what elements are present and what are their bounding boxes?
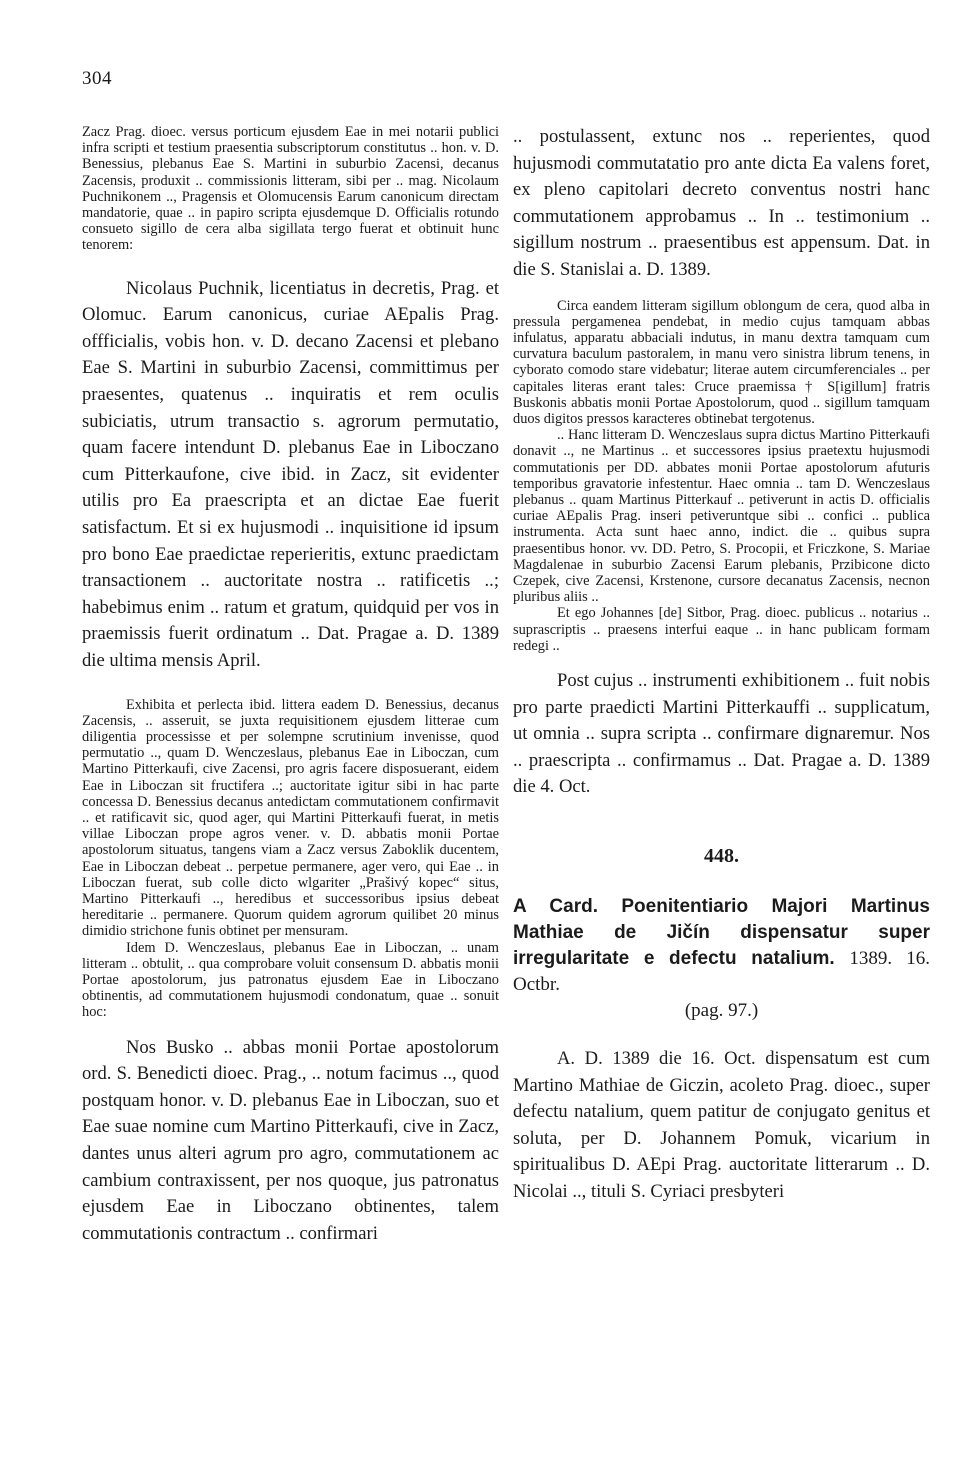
idem-paragraph: Idem D. Wenczeslaus, plebanus Eae in Liboczan, .. unam litteram .. obtulit, .. qua comprobare voluit consensum D. abbatis monii Portae apostolorum, jus patronatus ejusdem Eae in Liboczano obtinentis, ad commutationem hujusmodi condonatum, quae .. sonuit hoc: bbox=[82, 939, 499, 1021]
hanc-paragraph: .. Hanc litteram D. Wenczeslaus supra dictus Martino Pitterkaufi donavit .., ne Martinus .. et successores ipsius praetextu hujusmodi commutationis per DD. abbates monii Portae apostolorum afuturis temporibus gravatorie infestentur. Haec omnia .. tam D. Wenczeslaus plebanus .. quam Martinus Pitterkauf .. petiverunt in actis D. officialis curiae AEpalis Prag. inseri petiveruntque sibi .. confici .. publica instrumenta. Acta sunt haec anno, indict. die .. quibus supra praesentibus honor. vv. DD. Petro, S. Procopii, et Friczkone, S. Mariae Magdalenae in suburbio Zacensi Earum plebanis, Przibicone dicto Czepek, cive Zacensi, Krstenone, cursore decanatus Zacensis, necnon pluribus aliis .. bbox=[513, 427, 930, 606]
page-number: 304 bbox=[82, 68, 112, 89]
heading-title: A Card. Poenitentiario Majori Martinus Mathiae de Jičín dispensatur super irregularitate e defectu natalium. bbox=[513, 896, 930, 969]
busko-letter-continuation: .. postulassent, extunc nos .. reperientes, quod hujusmodi commutatatio pro ante dicta Ea valens foret, ex pleno capitolari decreto conventus nostri hanc commutationem approbamus .. In .. testimonium .. sigillum nostrum .. praesentibus est appensum. Dat. in die S. Stanislai a. D. 1389. bbox=[513, 126, 930, 280]
exhibita-paragraph: Exhibita et perlecta ibid. littera eadem D. Benessius, decanus Zacensis, .. asseruit, se juxta requisitionem ejusdem litterae cum diligentia processisse et per solempne scrutinium invenisse, quod permutatio .., quam D. Wenczeslaus, plebanus Eae in Liboczan, cum Martino Pitterkaufi, cive Zacensi, pro agris facere disposuerant, eidem Eae in Liboczan sit fructifera ..; auctoritate igitur sibi in hac parte concessa D. Benessius decanus antedictam commutationem confirmavit .. et ratificavit sic, quod ager, qui Martini Pitterkaufi fuerat, in metis villae Liboczan prope agros vener. v. D. abbatis monii Portae apostolorum situatus, tangens viam a Zacz versus Zaboklik ducentem, Eae in Liboczan debeat .. perpetue permanere, ager vero, qui Eae .. in Liboczan fuerat, sub colle dicto wlgariter „Prašivý kopec“ situs, Martino Pitterkaufi .., heredibus et successoribus ipsius debeat hereditarie .. permanere. Quorum quidem agrorum quilibet 20 minus dimidio strichone funis obtinet per mensuram. bbox=[82, 696, 499, 940]
heading-date: 1389. 16. Octbr. bbox=[513, 948, 931, 995]
dispensation-body: A. D. 1389 die 16. Oct. dispensatum est cum Martino Mathiae de Giczin, acoleto Prag. dioec., super defectu natalium, quem patitur de conjugato genitus et soluta, per D. Johannem Pomuk, vicarium in spiritualibus D. AEpi Prag. auctoritate litterarum .. D. Nicolai .., tituli S. Cyriaci presbyteri bbox=[513, 1048, 930, 1202]
commission-letter: Nicolaus Puchnik, licentiatus in decretis, Prag. et Olomuc. Earum canonicus, curiae AEpalis Prag. offficialis, vobis hon. v. D. decano Zacensi et plebano Eae S. Martini in suburbio Zacensi, committimus per praesentes, quatenus .. inquiratis et rem oculis subiciatis, utrum transactio s. agrorum permutatio, quam facere intendunt D. plebanus Eae in Liboczano cum Pitterkaufone, cive ibid. in Zacz, sit evidenter utilis pro Ea praescripta et an dictae Eae fuerit satisfactum. Et si ex hujusmodi .. inquisitione id ipsum pro bono Eae praedictae reperieritis, extunc praedictam transactionem .. auctoritate nostra .. ratificetis ..; habebimus enim .. ratum et gratum, quidquid per vos in praemissis fuerit ordinatum .. Dat. Pragae a. D. 1389 die ultima mensis April. bbox=[82, 277, 499, 671]
document-heading bbox=[513, 894, 930, 1024]
right-column bbox=[513, 124, 930, 1206]
seal-description: Circa eandem litteram sigillum oblongum de cera, quod alba in pressula pergamenea pendebat, in medio cujus tamquam abbas infulatus, apparatu abbaciali indutus, in manu dextra tamquam cum curvatura baculum pastoralem, in manu vero sinistra librum tenens, in cyborato comodo stare videbatur; literae autem circumferenciales .. per capitales literas erant tales: Cruce praemissa † S[igillum] fratris Buskonis abbatis monii Portae Apostolorum, quod .. sigillum tamquam duos digitos pressos karacteres obtinebat tergotenus. bbox=[513, 297, 930, 427]
heading-page-ref: (pag. 97.) bbox=[684, 1000, 759, 1021]
confirmation-paragraph: Post cujus .. instrumenti exhibitionem .. fuit nobis pro parte praedicti Martini Pitterkauffi .. supplicatum, ut omnia .. supra scripta .. confirmare dignaremur. Nos .. praescripta .. confirmamus .. Dat. Pragae a. D. 1389 die 4. Oct. bbox=[513, 670, 930, 798]
intro-paragraph: Zacz Prag. dioec. versus porticum ejusdem Eae in mei notarii publici infra scripti et testium praesentia subscriptorum constitutus .. hon. v. D. Benessius, plebanus Eae S. Martini in suburbio Zacensi, decanus Zacensis, produxit .. commissionis litteram, sibi per .. mag. Nicolaum Puchnikonem .., Pragensis et Olomucensis Earum canonicum directam mandatorie, quae .. in papiro scripta ejusdemque D. Officialis rotundo consueto sigillo de cera alba sigillata tergo fuerat et obtinuit hunc tenorem: bbox=[82, 124, 499, 254]
document-number: 448. bbox=[704, 845, 739, 867]
busko-letter: Nos Busko .. abbas monii Portae apostolorum ord. S. Benedicti dioec. Prag., .. notum facimus .., quod postquam honor. v. D. plebanus Eae in Liboczan, suo et Eae suae nomine cum Martino Pitterkaufi, cive in Zacz, dantes unus alteri agrum pro agro, commutationem ac cambium contraxissent, per nos quoque, jus patronatus ejusdem Eae in Liboczano obtinentes, talem commutationis contractum .. confirmari bbox=[82, 1036, 499, 1244]
notary-paragraph: Et ego Johannes [de] Sitbor, Prag. dioec. publicus .. notarius .. suprascriptis .. praesens interfui eaque .. in hanc publicam formam redegi .. bbox=[513, 605, 930, 654]
left-column bbox=[82, 124, 499, 1247]
